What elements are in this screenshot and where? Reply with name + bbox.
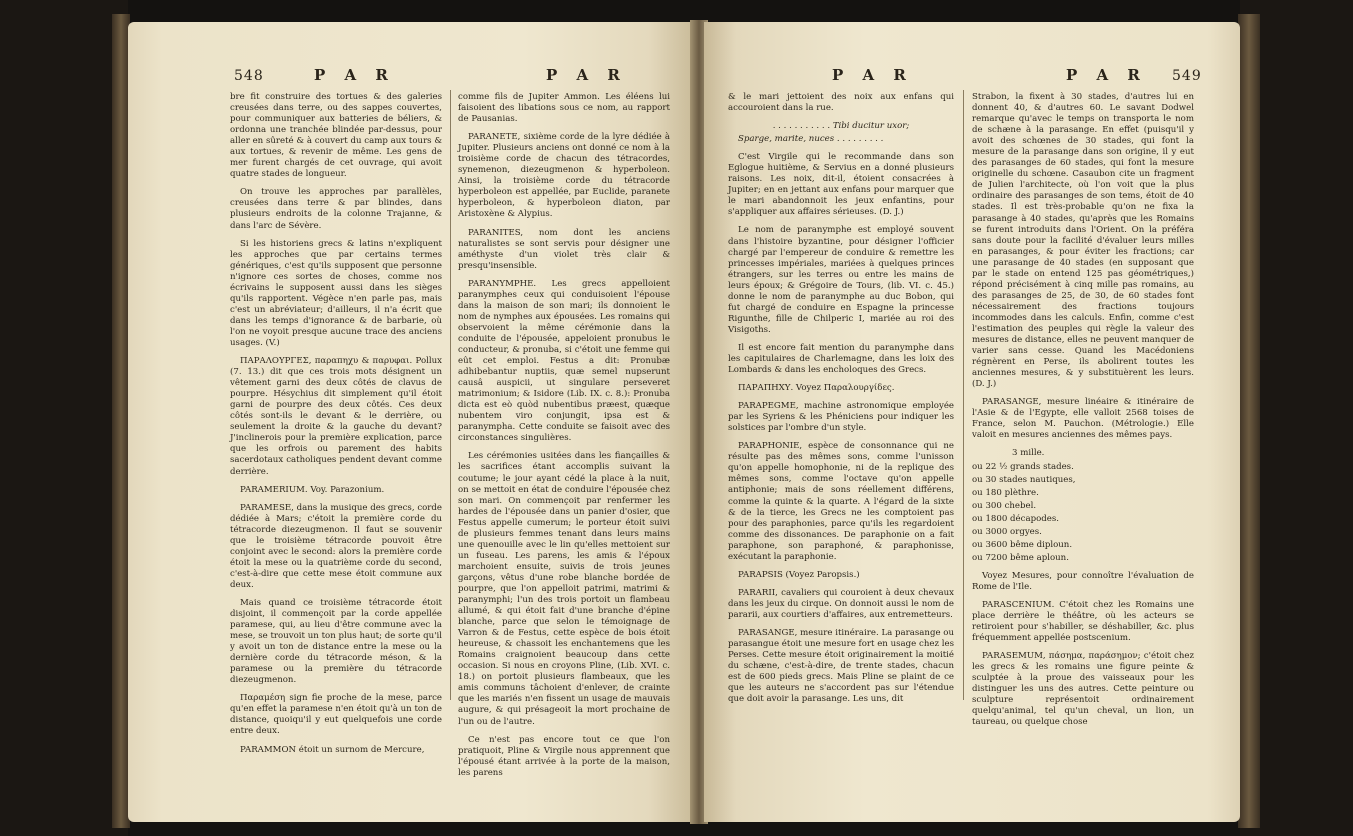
paragraph: PARASANGE, mesure itinéraire. La parasange ou parasangue étoit une mesure fort en usage chez les Perses. Cette mesure étoit originairement la moitié du schæne, c'est-à-dire, de trente stades, chacun est de 600 pieds grecs. Mais Pline se plaint de ce que les auteurs ne s'accordent pas sur l'étendue que doit avoir la parasange. Les uns, dit	[728, 627, 954, 705]
paragraph: bre fit construire des tortues & des galeries creusées dans terre, ou des sappes couvertes, pour communiquer aux batteries de béliers, & ordonna une tranchée blindée par-dessus, pour aller en sûreté & à couvert du camp aux tours & aux tortues, & revenir de même. Les gens de mer furent chargés de cet ouvrage, qui avoit quatre stades de longueur.	[230, 92, 442, 180]
measure-row: ou 300 chebel.	[972, 500, 1037, 511]
left-header-word-1: P A R	[314, 66, 395, 84]
left-page	[128, 22, 694, 822]
left-header-word-2: P A R	[546, 66, 627, 84]
verse-line: . . . . . . . . . . . Tibi ducitur uxor;	[772, 121, 910, 132]
paragraph: Ce n'est pas encore tout ce que l'on pratiquoit, Pline & Virgile nous apprennent que l'épousé étant arrivée à la porte de la maison, les parens	[458, 734, 670, 778]
right-page-number: 549	[1172, 68, 1202, 84]
measure-row: 3 mille.	[1012, 448, 1045, 459]
right-header-word-1: P A R	[832, 66, 913, 84]
measure-row: ou 22 ½ grands stades.	[972, 461, 1074, 472]
paragraph: PARANITES, nom dont les anciens naturalistes se sont servis pour désigner une améthyste d'un violet très clair & presqu'insensible.	[458, 227, 670, 271]
measure-row: ou 7200 bême aploun.	[972, 552, 1069, 563]
paragraph: Les cérémonies usitées dans les fiançailles & les sacrifices étant accomplis suivant la coutume; le jour ayant cédé la place à la nuit, on se mettoit en état de conduire l'épousée chez son mari. On commençoit par renfermer les hardes de l'épousée dans un panier d'osier, que Festus appelle cumerum; le porteur étoit suivi de plusieurs femmes tenant dans leurs mains une quenouille avec le lin qu'elles mettoient sur un fuseau. Les parens, les amis & l'époux marchoient ensuite, suivis de trois jeunes garçons, vêtus d'une robe blanche bordée de pourpre, que l'on appelloit patrimi, matrimi & paranymphi; l'un des trois portoit un flambeau allumé, & qui étoit fait d'une branche d'épine blanche, parce que selon le témoignage de Varron & de Festus, cette espèce de bois étoit heureuse, & chassoit les enchantemens que les Romains craignoient beaucoup dans cette occasion. Si nous en croyons Pline, (Lib. XVI. c. 18.) on portoit plusieurs flambeaux, que les amis communs tâchoient d'enlever, de crainte que les mariés n'en fissent un usage de mauvais augure, & qui présageoit la mort prochaine de l'un ou de l'autre.	[458, 451, 670, 727]
measure-row: ou 3000 orgyes.	[972, 526, 1042, 537]
paragraph: PARANYMPHE. Les grecs appelloient paranymphes ceux qui conduisoient l'épouse dans la maison de son mari; ils donnoient le nom de nymphes aux épousées. Les romains qui observoient la même cérémonie dans la conduite de l'épousée, appeloient pronubus le conducteur, & pronuba, si c'étoit une femme qui eût cet emploi. Festus a dit: Pronubæ adhibebantur nuptiis, quæ semel nupserunt causâ auspicii, ut singulare perseveret matrimonium; & Isidore (Lib. IX. c. 8.): Pronuba dicta est eò quòd nubentibus præest, quæque nubentem viro conjungit, ipsa est & paranympha. Cette conduite se faisoit avec des circonstances singulières.	[458, 278, 670, 444]
paragraph: On trouve les approches par parallèles, creusées dans terre & par blindes, dans plusieurs endroits de la colonne Trajanne, & dans l'arc de Sévère.	[230, 187, 442, 231]
paragraph: comme fils de Jupiter Ammon. Les éléens lui faisoient des libations sous ce nom, au rapport de Pausanias.	[458, 92, 670, 125]
paragraph: PARAPSIS (Voyez Paropsis.)	[738, 569, 860, 580]
right-page-edge	[1238, 14, 1260, 828]
left-page-number: 548	[234, 68, 264, 84]
paragraph: PARAMERIUM. Voy. Parazonium.	[240, 484, 385, 495]
paragraph: ΠΑΡΑΠΗΧΥ. Voyez Παραλουργίδες.	[738, 383, 895, 394]
paragraph: Si les historiens grecs & latins n'expliquent les approches que par certains termes génériques, c'est qu'ils supposent que personne n'ignore ces sortes de choses, comme nos écrivains le supposent aussi dans les sièges qu'ils rapportent. Végèce n'en parle pas, mais c'est un abréviateur; d'ailleurs, il n'a écrit que dans les temps d'ignorance & de barbarie, où l'on ne voyoit presque aucune trace des anciens usages. (V.)	[230, 238, 442, 348]
measure-row: ou 3600 bême diploun.	[972, 539, 1073, 550]
paragraph: PARASANGE, mesure linéaire & itinéraire de l'Asie & de l'Egypte, elle valloit 2568 toises de France, selon M. Pauchon. (Métrologie.) Elle valoit en mesures anciennes des mêmes pays.	[972, 397, 1194, 441]
paragraph: PARASEMUM, πάσημα, παράσημον; c'étoit chez les grecs & les romains une figure peinte & sculptée à la proue des vaisseaux pour les distinguer les uns des autres. Cette peinture ou sculpture représentoit ordinairement quelqu'animal, tel qu'un cheval, un lion, un taureau, ou quelque chose	[972, 651, 1194, 728]
paragraph: PARASCENIUM. C'étoit chez les Romains une place derrière le théâtre, où les acteurs se retiroient pour s'habiller, se déshabiller, &c. plus fréquemment appellée postscenium.	[972, 599, 1194, 644]
paragraph: C'est Virgile qui le recommande dans son Eglogue huitième, & Servius en a donné plusieurs raisons. Les noix, dit-il, étoient consacrées à Jupiter; en en jettant aux enfans pour marquer que le mari abandonnoit les jeux enfantins, pour s'appliquer aux affaires sérieuses. (D. J.)	[728, 152, 954, 218]
paragraph: Strabon, la fixent à 30 stades, d'autres lui en donnent 40, & d'autres 60. Le savant Dodwel remarque qu'avec le temps on transporta le nom de schæne à la parasange. En effet (puisqu'il y avoit des schœnes de 30 stades, qui font la mesure de la parasange dans son origine, il y eut des parasanges de 60 stades, qui font la mesure originelle du schœne. Casaubon cite un fragment de Julien l'architecte, où l'on voit que la plus ordinaire des parasanges de son tems, étoit de 40 stades. Il est très-probable qu'on ne fixa la parasange à 40 stades, qu'après que les Romains se furent introduits dans l'Orient. On la préféra sans doute pour la facilité d'évaluer leurs milles en parasanges, & pour éviter les fractions; car une parasange de 40 stades (en supposant que par le stade on entend 125 pas géométriques,) répond précisément à cinq mille pas romains, au des parasanges de 25, de 30, de 60 stades font nécessairement des fractions toujours incommodes dans les calculs. Enfin, comme c'est l'estimation des peuples qui règle la valeur des mesures de distance, elles ne peuvent manquer de varier sans cesse. Quand les Macédoniens régnèrent en Perse, ils abolirent toutes les anciennes mesures, & y substituèrent les leurs. (D. J.)	[972, 92, 1194, 390]
right-header-word-2: P A R	[1066, 66, 1147, 84]
paragraph: PARARII, cavaliers qui couroient à deux chevaux dans les jeux du cirque. On donnoit aussi le nom de pararii, aux courtiers d'affaires, aux entremetteurs.	[728, 587, 954, 620]
right-page-column-1	[728, 92, 954, 712]
paragraph: PARAMESE, dans la musique des grecs, corde dédiée à Mars; c'étoit la première corde du tétracorde diezeugmenon. Il faut se souvenir que le troisième tétracorde pouvoit être conjoint avec le second: alors la première corde étoit la mese ou la quatrième corde du second, c'est-à-dire que cette mese étoit commune aux deux.	[230, 502, 442, 590]
right-page-column-2	[972, 92, 1194, 735]
paragraph: Παραμέση sign fie proche de la mese, parce qu'en effet la paramese n'en étoit qu'à un ton de distance, quoiqu'il y eut quelquefois une corde entre deux.	[230, 693, 442, 737]
measure-row: ou 1800 décapodes.	[972, 513, 1059, 524]
paragraph: Voyez Mesures, pour connoître l'évaluation de Rome de l'Ile.	[972, 570, 1194, 592]
left-column-rule	[450, 90, 451, 700]
paragraph: ΠΑΡΑΛΟΥΡΓΕΣ, παραπηχυ & παρυφαι. Pollux (7. 13.) dit que ces trois mots désignent un vêtement garni des deux côtés de clavus de pourpre. Hésychius dit simplement qu'il étoit garni de pourpre des deux côtés. Ces deux côtés sont-ils le devant & le derrière, ou seulement la droite & la gauche du devant? J'inclinerois pour la première explication, parce que les orfrois ou parement des habits sacerdotaux catholiques pendent devant comme derrière.	[230, 356, 442, 477]
right-column-rule	[963, 90, 964, 700]
left-page-column-2	[458, 92, 670, 786]
paragraph: PARAPHONIE, espèce de consonnance qui ne résulte pas des mêmes sons, comme l'unisson qu'on appelle homophonie, ni de la replique des mêmes sons, comme l'octave qu'on appelle antiphonie; mais de sons réellement différens, comme la quinte & la quarte. A l'égard de la sixte & de la tierce, les Grecs ne les comptoient pas pour des paraphonies, parce qu'ils les regardoient comme des dissonances. De paraphonie on a fait paraphone, son paraphoné, & paraphonisse, exécutant la paraphonie.	[728, 441, 954, 562]
paragraph: PARAPEGME, machine astronomique employée par les Syriens & les Phéniciens pour indiquer les solstices par l'ombre d'un style.	[728, 401, 954, 434]
paragraph: Mais quand ce troisième tétracorde étoit disjoint, il commençoit par la corde appellée paramese, qui, au lieu d'être commune avec la mese, se trouvoit un ton plus haut; de sorte qu'il y avoit un ton de distance entre la mese ou la dernière corde du tétracorde méson, & la paramese ou la première du tétracorde diezeugmenon.	[230, 597, 442, 686]
verse-line: Sparge, marite, nuces . . . . . . . . .	[738, 134, 884, 145]
paragraph: Il est encore fait mention du paranymphe dans les capitulaires de Charlemagne, dans les loix des Lombards & dans les encholoques des Grecs.	[728, 342, 954, 376]
left-page-column-1	[230, 92, 442, 763]
measure-row: ou 180 plèthre.	[972, 487, 1039, 498]
right-page	[704, 22, 1240, 822]
paragraph: & le mari jettoient des noix aux enfans qui accouroient dans la rue.	[728, 92, 954, 114]
measure-row: ou 30 stades nautiques,	[972, 474, 1076, 485]
left-cover	[0, 0, 128, 836]
paragraph: PARANETE, sixième corde de la lyre dédiée à Jupiter. Plusieurs anciens ont donné ce nom à la troisième corde de chacun des tétracordes, synemenon, diezeugmenon & hyperboleon. Ainsi, la troisième corde du tétracorde hyperboleon est appellée, par Euclide, paranete hyperboleon, & hyperboleon diaton, par Aristoxène & Alypius.	[458, 132, 670, 220]
paragraph: PARAMMON étoit un surnom de Mercure,	[240, 744, 425, 755]
paragraph: Le nom de paranymphe est employé souvent dans l'histoire byzantine, pour désigner l'officier chargé par l'empereur de conduire & remettre les princesses impériales, mariées à quelques princes étrangers, sur les terres ou entre les mains de leurs époux; & Grégoire de Tours, (lib. VI. c. 45.) donne le nom de paranymphe au duc Bobon, qui fut chargé de conduire en Espagne la princesse Rigunthe, fille de Chilperic I, mariée au roi des Visigoths.	[728, 225, 954, 335]
